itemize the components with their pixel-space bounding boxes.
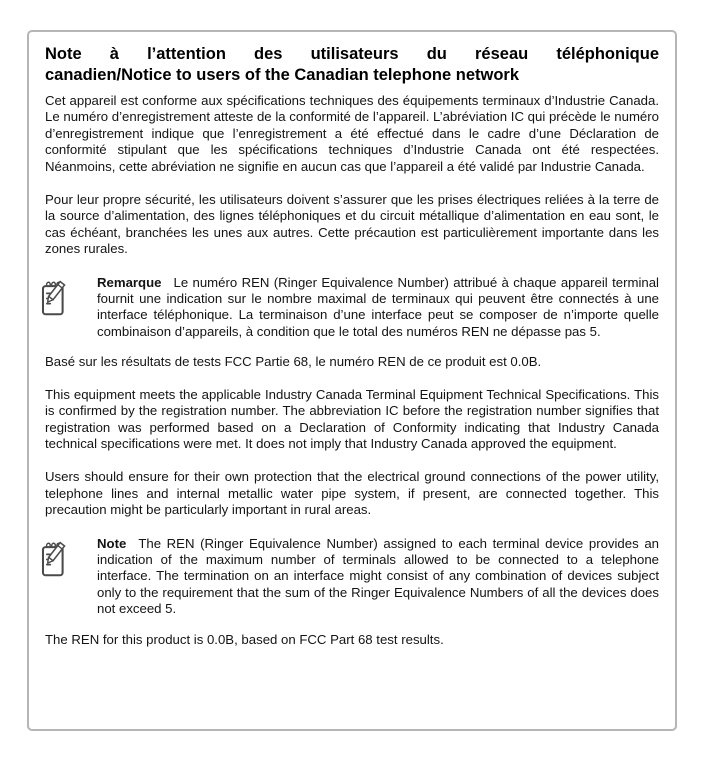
notepad-pencil-icon (40, 275, 97, 324)
fr-paragraph-safety: Pour leur propre sécurité, les utilisateurs doivent s’assurer que les prises électriques reliées à la terre de la source d’alimentation, des lignes téléphoniques et du circuit métallique d’alimentation en eau sont, le cas échéant, branchées les unes aux autres. Cette précaution est particulièrement importante dans les zones rurales. (45, 192, 659, 257)
en-note-label: Note (97, 535, 127, 551)
en-note-block (45, 536, 659, 618)
en-paragraph-conformity: This equipment meets the applicable Industry Canada Terminal Equipment Technical Specifications. This is confirmed by the registration number. The abbreviation IC before the registration number signifies that registration was performed based on a Declaration of Conformity indicating that Industry Canada technical specifications were met. It does not imply that Industry Canada approved the equipment. (45, 386, 659, 451)
fr-note-block (45, 275, 659, 341)
notepad-pencil-icon (40, 536, 97, 585)
regulatory-notice-box (27, 30, 677, 731)
en-note-content: The REN (Ringer Equivalence Number) assigned to each terminal device provides an indication of the maximum number of terminals allowed to be connected to a telephone interface. The termination on an interface might consist of any combination of devices subject only to the requirement that the sum of the Ringer Equivalence Numbers of all the devices does not exceed 5. (97, 535, 659, 617)
fr-paragraph-conformity: Cet appareil est conforme aux spécifications techniques des équipements terminaux d’Industrie Canada. Le numéro d’enregistrement atteste de la conformité de l’appareil. L’abréviation IC qui précède le numéro d’enregistrement indique que l’enregistrement a été effectué dans le cadre d’une Déclaration de conformité stipulant que les spécifications techniques d’Industrie Canada ont été respectées. Néanmoins, cette abréviation ne signifie en aucun cas que l’appareil a été validé par Industrie Canada. (45, 93, 659, 174)
fr-note-content: Le numéro REN (Ringer Equivalence Number) attribué à chaque appareil terminal fournit une indication sur le nombre maximal de terminaux qui peuvent être connectés à une interface téléphonique. La terminaison d’une interface peut se composer de n’importe quelle combinaison d’appareils, à condition que le total des numéros REN ne dépasse pas 5. (97, 274, 659, 339)
notice-title-line1: Note à l’attention des utilisateurs du réseau téléphonique (45, 45, 659, 63)
en-note-text (97, 536, 659, 618)
fr-note-label: Remarque (97, 274, 162, 290)
fr-note-text (97, 275, 659, 341)
fr-ren-statement: Basé sur les résultats de tests FCC Partie 68, le numéro REN de ce produit est 0.0B. (45, 354, 542, 370)
en-paragraph-safety: Users should ensure for their own protection that the electrical ground connections of the power utility, telephone lines and internal metallic water pipe system, if present, are connected together. This precaution might be particularly important in rural areas. (45, 469, 659, 518)
en-ren-statement: The REN for this product is 0.0B, based on FCC Part 68 test results. (45, 631, 444, 647)
notice-title (45, 44, 659, 85)
notice-title-line2: canadien/Notice to users of the Canadian telephone network (45, 65, 520, 84)
